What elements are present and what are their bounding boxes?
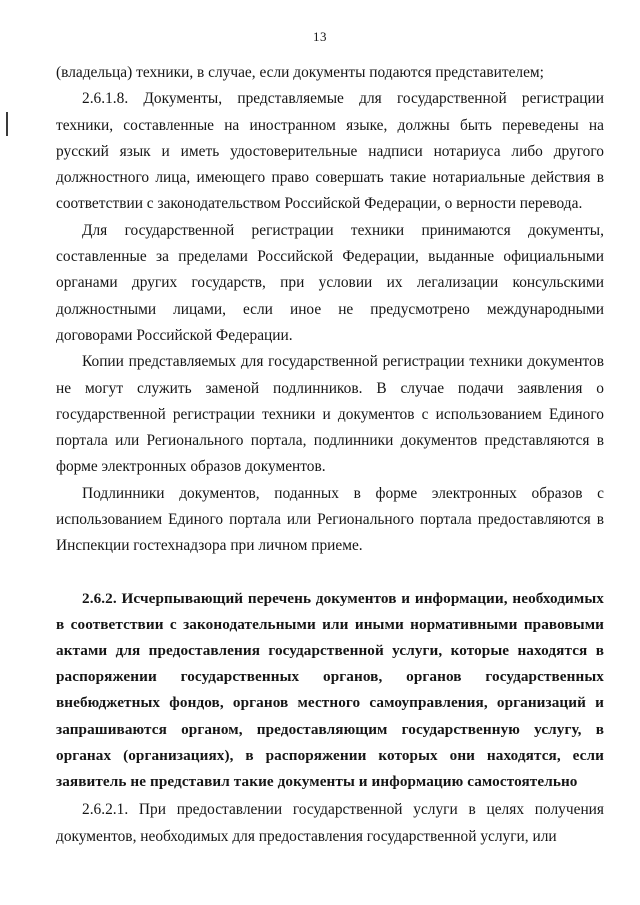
paragraph-originals: Подлинники документов, поданных в форме электронных образов с использованием Единого портала или Регионального портала предоставляются в Инспекции гостехнадзора при личном приеме. — [56, 484, 604, 555]
paragraph-copies: Копии представляемых для государственной регистрации техники документов не могут служить заменой подлинников. В случае подачи заявления о государственной регистрации техники и документов с использованием Единого портала или Регионального портала, подлинники документов представляются в форме электронных образов документов. — [56, 353, 604, 476]
paragraph-continuation: (владельца) техники, в случае, если документы подаются представителем; — [56, 64, 544, 81]
section-heading-2-6-2: 2.6.2. Исчерпывающий перечень документов и информации, необходимых в соответствии с законодательными или иными нормативными правовыми актами для предоставления государственной услуги, которые находятся в распоряжении государственных органов, органов государственных внебюджетных фондов, органов местного самоуправления, организаций и запрашиваются органом, предоставляющим государственную услугу, в органах (организациях), в распоряжении которых они находятся, если заявитель не представил такие документы и информацию самостоятельно — [56, 589, 604, 791]
paragraph-2-6-1-8: 2.6.1.8. Документы, представляемые для государственной регистрации техники, составленные на иностранном языке, должны быть переведены на русский язык и иметь удостоверительные надписи нотариуса либо другого должностного лица, имеющего право совершать такие нотариальные действия в соответствии с законодательством Российской Федерации, о верности перевода. — [56, 90, 604, 213]
margin-mark — [6, 112, 8, 136]
page-number: 13 — [313, 29, 327, 44]
document-body — [56, 60, 604, 850]
paragraph-foreign-documents: Для государственной регистрации техники принимаются документы, составленные за пределами Российской Федерации, выданные официальными органами других государств, при условии их легализации консульскими должностными лицами, если иное не предусмотрено международными договорами Российской Федерации. — [56, 221, 604, 344]
paragraph-2-6-2-1: 2.6.2.1. При предоставлении государственной услуги в целях получения документов, необходимых для предоставления государственной услуги, или — [56, 801, 604, 845]
